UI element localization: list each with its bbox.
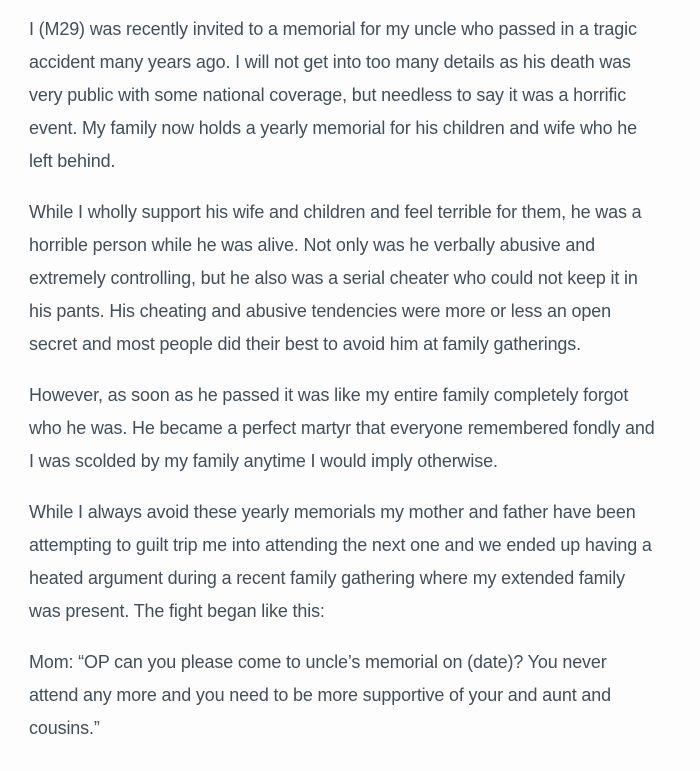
post-paragraph: Mom: “OP can you please come to uncle’s memorial on (date)? You never attend any more and you need to be more supportive of your and aunt and cousins.”	[29, 651, 611, 738]
post-body	[29, 12, 681, 744]
post-paragraph: However, as soon as he passed it was like my entire family completely forgot who he was. He became a perfect martyr that everyone remembered fondly and I was scolded by my family anytime I would imply otherwise.	[29, 384, 655, 471]
post-paragraph: While I wholly support his wife and children and feel terrible for them, he was a horrible person while he was alive. Not only was he verbally abusive and extremely controlling, but he also was a serial cheater who could not keep it in his pants. His cheating and abusive tendencies were more or less an open secret and most people did their best to avoid him at family gatherings.	[29, 201, 642, 354]
post-paragraph: I (M29) was recently invited to a memorial for my uncle who passed in a tragic accident many years ago. I will not get into too many details as his death was very public with some national coverage, but needless to say it was a horrific event. My family now holds a yearly memorial for his children and wife who he left behind.	[29, 18, 638, 171]
post-paragraph: While I always avoid these yearly memorials my mother and father have been attempting to guilt trip me into attending the next one and we ended up having a heated argument during a recent family gathering where my extended family was present. The fight began like this:	[29, 501, 652, 621]
